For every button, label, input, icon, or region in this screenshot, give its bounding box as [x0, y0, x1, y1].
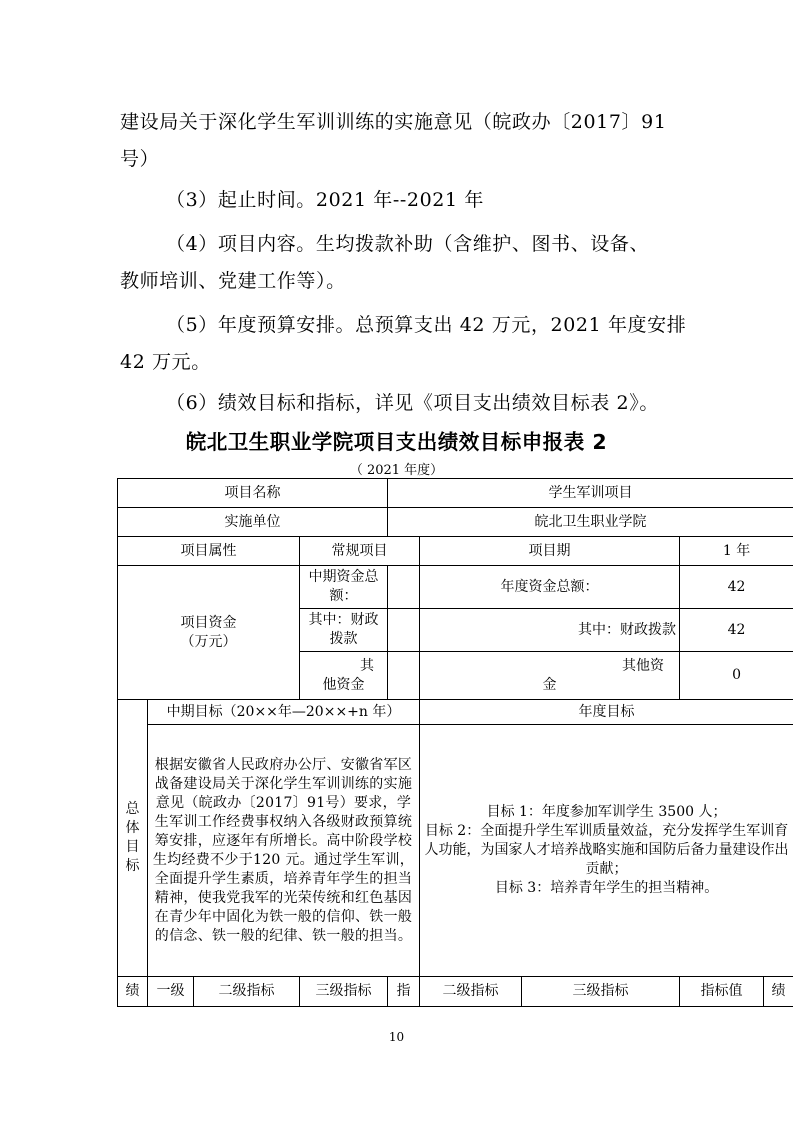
perf-head-cell: 二级指标 [194, 977, 300, 1007]
annual-fiscal-label: 其中：财政拨款 [420, 609, 680, 652]
table-year: （ 2021 年度） [349, 463, 444, 478]
goal-side-char: 标 [125, 858, 140, 874]
paragraph-line: （3）起止时间。2021 年--2021 年 [166, 189, 484, 211]
paragraph-line: 42 万元。 [120, 351, 211, 373]
mid-total-value [388, 566, 420, 609]
period-label: 项目期 [420, 537, 680, 566]
funds-label: 项目资金 [180, 614, 237, 631]
mid-goal-text: 根据安徽省人民政府办公厅、安徽省军区战备建设局关于深化学生军训训练的实施意见（皖政办〔2017〕91号）要求，学生军训工作经费事权纳入各级财政预算统筹安排，应逐年有所增长。高中阶段学校生均经费不少于120 元。通过学生军训，全面提升学生素质，培养青年学生的担当精神，使我党我军的光荣传统和红色基因在青少年中固化为铁一般的信仰、铁一般的信念、铁一般的纪律、铁一般的担当。 [148, 725, 420, 977]
funds-unit: （万元） [180, 633, 237, 650]
table-row [118, 977, 793, 1007]
table-row [118, 725, 793, 977]
annual-goal-cell [420, 725, 793, 977]
period-value: 1 年 [680, 537, 793, 566]
goal-side-char: 目 [125, 839, 140, 855]
annual-other-value: 0 [680, 652, 793, 700]
perf-head-cell: 三级指标 [522, 977, 680, 1007]
impl-unit-value: 皖北卫生职业学院 [388, 508, 793, 537]
funds-label-cell [118, 566, 300, 700]
mid-total-label: 中期资金总额： [300, 566, 388, 609]
annual-other-label-part: 金 [542, 676, 557, 693]
goal-side-label [118, 700, 148, 977]
perf-head-cell: 一级 [148, 977, 194, 1007]
annual-other-label-part: 其他资 [622, 657, 664, 674]
mid-other-label [300, 652, 388, 700]
perf-head-cell: 二级指标 [420, 977, 522, 1007]
table-row [118, 537, 793, 566]
annual-goal-header: 年度目标 [420, 700, 793, 725]
project-name-value: 学生军训项目 [388, 479, 793, 508]
table-row [118, 700, 793, 725]
annual-goal-item: 目标 2：全面提升学生军训质量效益，充分发挥学生军训育人功能，为国家人才培养战略实施和国防后备力量建设作出贡献； [424, 823, 789, 877]
perf-head-cell: 绩 [118, 977, 148, 1007]
paragraph-line: （5）年度预算安排。总预算支出 42 万元，2021 年度安排 [166, 314, 687, 336]
perf-head-cell: 绩 [764, 977, 793, 1007]
attr-value: 常规项目 [300, 537, 420, 566]
table-row [118, 566, 793, 609]
mid-fiscal-label: 其中：财政拨款 [300, 609, 388, 652]
table-title: 皖北卫生职业学院项目支出绩效目标申报表 2 [185, 430, 608, 454]
paragraph-line: 教师培训、党建工作等）。 [120, 270, 346, 292]
page-number: 10 [388, 1030, 405, 1044]
perf-head-cell: 指标值 [680, 977, 764, 1007]
goal-side-char: 总 [125, 801, 140, 817]
mid-fiscal-value [388, 609, 420, 652]
mid-other-value [388, 652, 420, 700]
paragraph-line: 建设局关于深化学生军训训练的实施意见（皖政办〔2017〕91 [120, 111, 667, 133]
annual-other-label [420, 652, 680, 700]
goal-side-char: 体 [125, 820, 140, 836]
annual-goal-item: 目标 3：培养青年学生的担当精神。 [494, 880, 719, 896]
mid-goal-header: 中期目标（20××年—20××+n 年） [148, 700, 420, 725]
mid-other-label-part: 他资金 [322, 676, 365, 693]
annual-fiscal-value: 42 [680, 609, 793, 652]
table-row [118, 479, 793, 508]
impl-unit-label: 实施单位 [118, 508, 388, 537]
annual-goal-item: 目标 1：年度参加军训学生 3500 人； [486, 804, 727, 820]
perf-head-cell: 指 [388, 977, 420, 1007]
attr-label: 项目属性 [118, 537, 300, 566]
paragraph-line: 号） [120, 148, 160, 170]
annual-total-label: 年度资金总额： [420, 566, 680, 609]
mid-other-label-part: 其 [360, 657, 374, 674]
paragraph-line: （6）绩效目标和指标，详见《项目支出绩效目标表 2》。 [166, 392, 659, 414]
perf-head-cell: 三级指标 [300, 977, 388, 1007]
performance-table [117, 478, 793, 1007]
paragraph-line: （4）项目内容。生均拨款补助（含维护、图书、设备、 [166, 233, 650, 255]
project-name-label: 项目名称 [118, 479, 388, 508]
table-row [118, 508, 793, 537]
annual-total-value: 42 [680, 566, 793, 609]
